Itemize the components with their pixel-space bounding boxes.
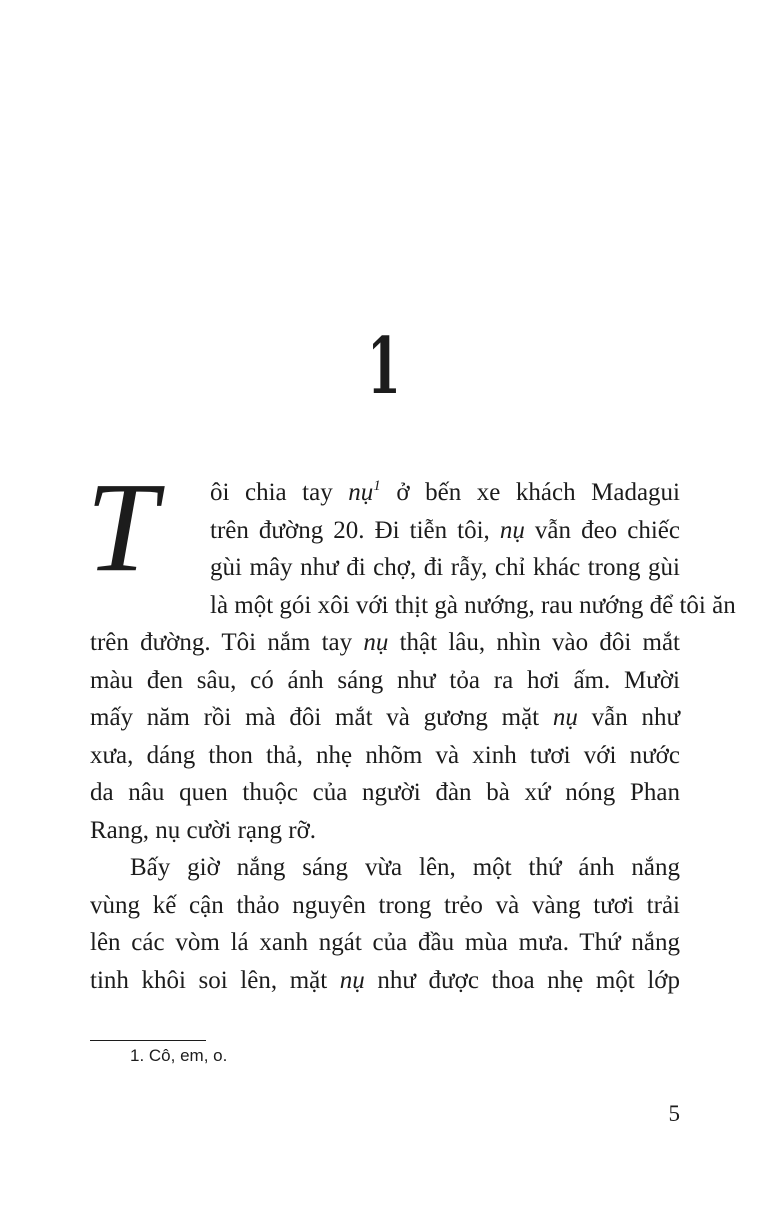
text-line: là một gói xôi với thịt gà nướng, rau nướng để tôi ăn xyxy=(210,591,736,619)
text-line: màu đen sâu, có ánh sáng như tỏa ra hơi ấm. Mười xyxy=(90,666,680,694)
text-line: trên đường. Tôi nắm tay nụ thật lâu, nhìn vào đôi mắt xyxy=(90,629,680,656)
text-line: ôi chia tay nụ$^1$ ở bến xe khách Madagui xyxy=(210,478,680,506)
page-number: 5 xyxy=(668,1101,680,1126)
text-line: xưa, dáng thon thả, nhẹ nhõm và xinh tươi với nước xyxy=(90,741,680,769)
text-line: gùi mây như đi chợ, đi rẫy, chỉ khác trong gùi xyxy=(210,554,680,581)
text-line: Rang, nụ cười rạng rỡ. xyxy=(90,816,317,844)
footnote-divider xyxy=(90,1040,206,1041)
paragraph-1 xyxy=(86,456,736,849)
body-text xyxy=(86,456,736,999)
text-line: lên các vòm lá xanh ngát của đầu mùa mưa. Thứ nắng xyxy=(90,929,680,956)
text-line: trên đường 20. Đi tiễn tôi, nụ vẫn đeo chiếc xyxy=(210,516,680,544)
text-line: tinh khôi soi lên, mặt nụ như được thoa nhẹ một lớp xyxy=(90,966,680,994)
drop-cap: T xyxy=(86,456,158,598)
footnote-ref: 1 xyxy=(373,478,381,494)
footnote: 1. Cô, em, o. xyxy=(130,1046,228,1065)
chapter-number: 1 xyxy=(367,321,401,412)
text-line: vùng kế cận thảo nguyên trong trẻo và vàng tươi trải xyxy=(90,891,680,919)
text-line: mấy năm rồi mà đôi mắt và gương mặt nụ vẫn như xyxy=(90,704,680,731)
text-line: da nâu quen thuộc của người đàn bà xứ nóng Phan xyxy=(90,779,680,806)
paragraph-2 xyxy=(90,849,680,999)
text-line: Bấy giờ nắng sáng vừa lên, một thứ ánh nắng xyxy=(130,854,680,881)
